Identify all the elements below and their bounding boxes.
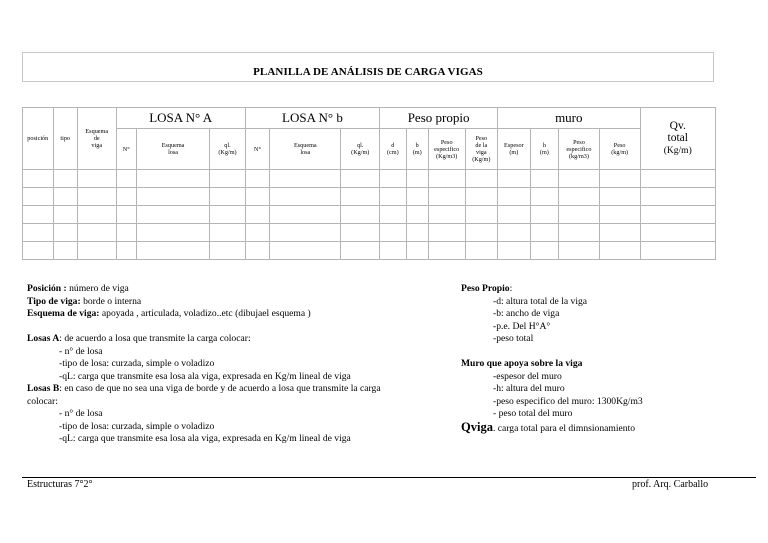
note-qviga: Qviga. carga total para el dimnsionamiento	[461, 420, 636, 434]
table-cell	[530, 242, 558, 260]
table-cell	[23, 206, 54, 224]
table-cell	[245, 242, 269, 260]
table-cell	[116, 188, 136, 206]
note-losas-a: Losas A: de acuerdo a losa que transmite la carga colocar:	[27, 333, 251, 344]
table-cell	[77, 224, 116, 242]
note-pp-item-2: -b: ancho de viga	[493, 308, 560, 319]
table-cell	[380, 170, 406, 188]
header-muro: muro	[498, 108, 640, 129]
table-cell	[23, 224, 54, 242]
table-cell	[406, 224, 428, 242]
note-posicion: Posición : número de viga	[27, 283, 129, 294]
table-cell	[380, 206, 406, 224]
table-cell	[210, 224, 246, 242]
table-cell	[23, 242, 54, 260]
table-cell	[270, 242, 341, 260]
table-cell	[428, 206, 465, 224]
header-esquema-viga: Esquema de viga	[77, 108, 116, 170]
table-cell	[77, 170, 116, 188]
table-cell	[245, 206, 269, 224]
header-losa-a: LOSA N° A	[116, 108, 245, 129]
table-cell	[380, 224, 406, 242]
header-muro-h: h (m)	[530, 129, 558, 170]
header-pp-b: b (m)	[406, 129, 428, 170]
header-pp-d: d (cm)	[380, 129, 406, 170]
table-cell	[428, 242, 465, 260]
table-cell	[465, 206, 498, 224]
table-cell	[270, 188, 341, 206]
table-cell	[136, 224, 209, 242]
table-cell	[77, 188, 116, 206]
table-cell	[498, 242, 531, 260]
footer-divider	[22, 477, 756, 478]
table-cell	[428, 224, 465, 242]
table-cell	[406, 188, 428, 206]
header-losa-b-n: N°	[245, 129, 269, 170]
table-cell	[599, 206, 640, 224]
table-cell	[380, 242, 406, 260]
table-cell	[599, 224, 640, 242]
table-cell	[498, 224, 531, 242]
note-losas-b-item-1: - n° de losa	[59, 408, 103, 419]
table-cell	[341, 170, 380, 188]
footer-professor: prof. Arq. Carballo	[632, 479, 709, 490]
table-cell	[406, 206, 428, 224]
table-cell	[116, 206, 136, 224]
header-posicion: posición	[23, 108, 54, 170]
table-cell	[406, 170, 428, 188]
header-losa-b: LOSA N° b	[245, 108, 379, 129]
note-losas-b: Losas B: en caso de que no sea una viga de borde y de acuerdo a losa que transmite la carga	[27, 383, 381, 394]
table-cell	[210, 206, 246, 224]
table-cell	[53, 188, 77, 206]
table-cell	[245, 224, 269, 242]
table-row	[23, 224, 716, 242]
header-muro-peso: Peso (kg/m)	[599, 129, 640, 170]
table-cell	[210, 242, 246, 260]
table-cell	[465, 188, 498, 206]
note-losas-a-item-2: -tipo de losa: curzada, simple o voladizo	[59, 358, 215, 369]
table-cell	[341, 242, 380, 260]
table-cell	[640, 224, 715, 242]
header-losa-a-ql: ql. (Kg/m)	[210, 129, 246, 170]
table-cell	[530, 170, 558, 188]
header-losa-a-esquema: Esquema losa	[136, 129, 209, 170]
table-cell	[23, 170, 54, 188]
header-peso-propio: Peso propio	[380, 108, 498, 129]
table-cell	[498, 206, 531, 224]
header-muro-espesor: Espesor (m)	[498, 129, 531, 170]
note-tipo: Tipo de viga: borde o interna	[27, 295, 142, 307]
table-cell	[428, 188, 465, 206]
note-muro-item-3: -peso especifico del muro: 1300Kg/m3	[493, 395, 643, 407]
table-cell	[53, 206, 77, 224]
table-cell	[559, 170, 600, 188]
table-cell	[640, 206, 715, 224]
table-cell	[640, 242, 715, 260]
note-pp-item-4: -peso total	[493, 333, 534, 344]
table-cell	[116, 242, 136, 260]
table-cell	[559, 206, 600, 224]
note-muro-item-4: - peso total del muro	[493, 408, 573, 419]
table-cell	[210, 188, 246, 206]
header-pp-peso-especifico: Peso especifico (Kg/m3)	[428, 129, 465, 170]
load-analysis-table	[22, 107, 716, 260]
table-cell	[640, 188, 715, 206]
note-losas-a-item-1: - n° de losa	[59, 345, 103, 357]
table-row	[23, 242, 716, 260]
title-box	[22, 52, 714, 82]
table-cell	[116, 224, 136, 242]
table-cell	[77, 206, 116, 224]
table-cell	[559, 188, 600, 206]
table-row	[23, 188, 716, 206]
note-losas-b-item-3: -qL: carga que transmite esa losa ala viga, expresada en Kg/m lineal de viga	[59, 433, 351, 444]
table-cell	[136, 188, 209, 206]
page-title: PLANILLA DE ANÁLISIS DE CARGA VIGAS	[253, 66, 483, 78]
table-cell	[136, 242, 209, 260]
header-losa-b-ql: ql. (Kg/m)	[341, 129, 380, 170]
note-pp-item-1: -d: altura total de la viga	[493, 295, 588, 307]
note-losas-a-item-3: -qL: carga que transmite esa losa ala viga, expresada en Kg/m lineal de viga	[59, 370, 351, 382]
table-cell	[530, 206, 558, 224]
table-cell	[640, 170, 715, 188]
table-cell	[465, 224, 498, 242]
note-losas-b-cont: colocar:	[27, 395, 58, 407]
note-losas-b-item-2: -tipo de losa: curzada, simple o voladizo	[59, 420, 215, 432]
table-cell	[77, 242, 116, 260]
table-cell	[245, 170, 269, 188]
table-cell	[245, 188, 269, 206]
table-cell	[341, 188, 380, 206]
header-tipo: tipo	[53, 108, 77, 170]
table-cell	[465, 242, 498, 260]
header-muro-peso-especifico: Peso especifico (kg/m3)	[559, 129, 600, 170]
table-cell	[530, 188, 558, 206]
header-losa-b-esquema: Esquema losa	[270, 129, 341, 170]
table-cell	[498, 188, 531, 206]
table-cell	[23, 188, 54, 206]
table-row	[23, 170, 716, 188]
table-cell	[341, 206, 380, 224]
table-cell	[498, 170, 531, 188]
table-cell	[599, 242, 640, 260]
table-cell	[559, 242, 600, 260]
table-cell	[116, 170, 136, 188]
table-cell	[599, 170, 640, 188]
table-row	[23, 206, 716, 224]
table-cell	[530, 224, 558, 242]
header-losa-a-n: N°	[116, 129, 136, 170]
table-cell	[210, 170, 246, 188]
table-cell	[53, 224, 77, 242]
table-cell	[136, 206, 209, 224]
note-muro: Muro que apoya sobre la viga	[461, 358, 583, 369]
note-muro-item-1: -espesor del muro	[493, 370, 562, 382]
note-muro-item-2: -h: altura del muro	[493, 383, 565, 394]
table-cell	[428, 170, 465, 188]
header-qv-total: Qv. total (Kg/m)	[640, 108, 715, 170]
table-cell	[380, 188, 406, 206]
table-cell	[270, 206, 341, 224]
table-cell	[270, 170, 341, 188]
table-cell	[53, 170, 77, 188]
table-cell	[270, 224, 341, 242]
table-cell	[136, 170, 209, 188]
note-esquema: Esquema de viga: apoyada , articulada, voladizo..etc (dibujael esquema )	[27, 308, 311, 319]
table-cell	[465, 170, 498, 188]
table-cell	[406, 242, 428, 260]
footer-course: Estructuras 7°2°	[27, 479, 93, 490]
note-peso-propio: Peso Propio:	[461, 283, 513, 294]
note-pp-item-3: -p.e. Del H°A°	[493, 320, 551, 332]
table-cell	[599, 188, 640, 206]
table-cell	[559, 224, 600, 242]
table-cell	[341, 224, 380, 242]
header-pp-peso-viga: Peso de la viga (Kg/m)	[465, 129, 498, 170]
table-cell	[53, 242, 77, 260]
